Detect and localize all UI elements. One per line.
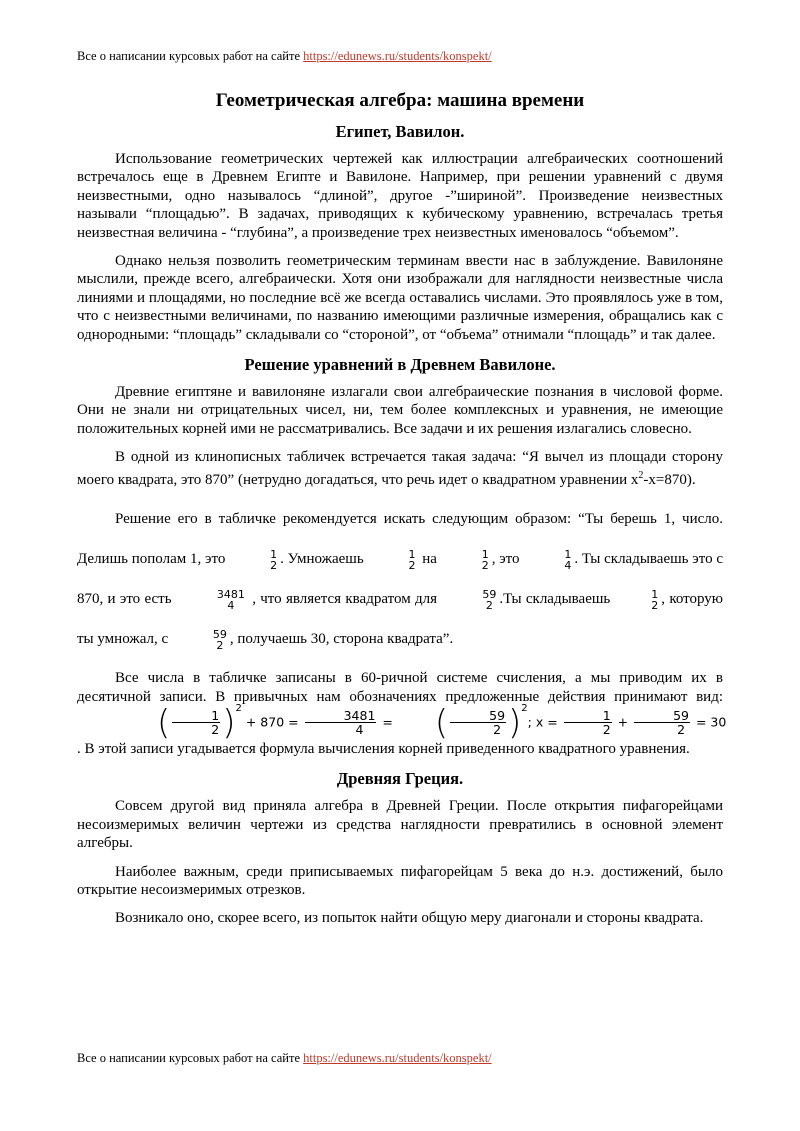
page-footer (77, 1050, 492, 1066)
footer-link[interactable]: https://edunews.ru/students/konspekt/ (303, 1051, 492, 1065)
fraction-one-half: 1 2 (651, 587, 659, 612)
header-text: Все о написании курсовых работ на сайте (77, 49, 300, 63)
header-link[interactable]: https://edunews.ru/students/konspekt/ (303, 49, 492, 63)
paragraph: Древние египтяне и вавилоняне излагали свои алгебраические познания в числовой форме. Они не знали ни отрицательных чисел, ни, тем более комплексных и уравнения, не имеющие положительных корней ими не рассматривались. Все задачи и их решения излагались словесно. (77, 384, 723, 437)
section-heading-egypt: Египет, Вавилон. (335, 122, 465, 141)
fraction-59-2: 59 2 (212, 627, 227, 652)
fraction-one-half: 1 2 (270, 547, 278, 572)
fraction-one-quarter: 1 4 (564, 547, 572, 572)
fraction-one-half: 1 2 (408, 547, 416, 572)
document-title: Геометрическая алгебра: машина времени (215, 90, 585, 111)
paragraph: Возникало оно, скорее всего, из попыток найти общую меру диагонали и стороны квадрата. (115, 910, 704, 927)
document-body (77, 88, 727, 938)
paragraph-formula: Все числа в табличке записаны в 60-ричной системе счисления, а мы приводим их в десятичной записи. В привычных нам обозначениях предложенные действия принимают вид: ( $\frac{1}{2}$ )$^2$ + 870 = $\frac{3481}{4}$ = ( $\frac{59}{2}$ )$^2$; x = $\frac{1}{2}$ + $\frac{59}{2}$ = 30 . В этой записи угадывается формула вычисления корней приведенного квадратного уравнения. (77, 670, 727, 757)
fraction-59-2: 59 2 (482, 587, 497, 612)
page-header (77, 48, 492, 64)
paragraph: Наиболее важным, среди приписываемых пифагорейцам 5 века до н.э. достижений, было открытие несоизмеримых отрезков. (77, 863, 723, 898)
paragraph: Использование геометрических чертежей как иллюстрации алгебраических соотношений встречалось еще в Древнем Египте и Вавилоне. Например, при решении уравнений с двумя неизвестными, одно называлось “длиной”, другое -”шириной”. Произведение неизвестных называли “площадью”. В задачах, приводящих к кубическому уравнению, встречалась третья неизвестная величина - “глубина”, а произведение трех неизвестных именовалось “объемом”. (77, 151, 723, 241)
paragraph: Совсем другой вид приняла алгебра в Древней Греции. После открытия пифагорейцами несоизмеримых величин чертежи из средства наглядности превратились в основной элемент алгебры. (77, 798, 723, 852)
footer-text: Все о написании курсовых работ на сайте (77, 1051, 300, 1065)
section-heading-babylon: Решение уравнений в Древнем Вавилоне. (244, 355, 556, 375)
quadratic-formula: ( $\frac{1}{2}$ )$^2$ + 870 = $\frac{3481}{4}$ = ( $\frac{59}{2}$ )$^2$; x = $\frac{1}{2}$ + $\frac{59}{2}$ = 30 (157, 702, 727, 743)
paragraph: В одной из клинописных табличек встречается такая задача: “Я вычел из площади сторону моего квадрата, это 870” (нетрудно догадаться, что речь идет о квадратном уравнении $x^2-x=870$). (77, 449, 723, 488)
paragraph-solution: Решение его в табличке рекомендуется искать следующим образом: “Ты берешь 1, число. Делишь пополам 1, это 1 2 . Умножаешь 1 2 на 1 2 , это 1 4 . Ты складываешь это с 870, и это есть 3481 4 , что является квадратом для 59 2 .Ты складываешь 1 2 , которую ты умножал, с 59 2 , получаешь 30, сторона квадрата”. (77, 511, 724, 652)
section-heading-greece: Древняя Греция. (336, 769, 464, 789)
fraction-3481-4: 3481 4 (216, 587, 245, 612)
fraction-one-half: 1 2 (481, 547, 489, 572)
paragraph: Однако нельзя позволить геометрическим терминам ввести нас в заблуждение. Вавилоняне мыслили, прежде всего, алгебраически. Хотя они изображали для наглядности неизвестные числа линиями и площадями, но последние всё же всегда оставались числами. Это проявлялось уже в том, что с неизвестными величинами, по названию имеющими различные измерения, обращались как с однородными: “площадь” складывали со “стороной”, от “объема” отнимали “площадь” и так далее. (77, 253, 723, 343)
